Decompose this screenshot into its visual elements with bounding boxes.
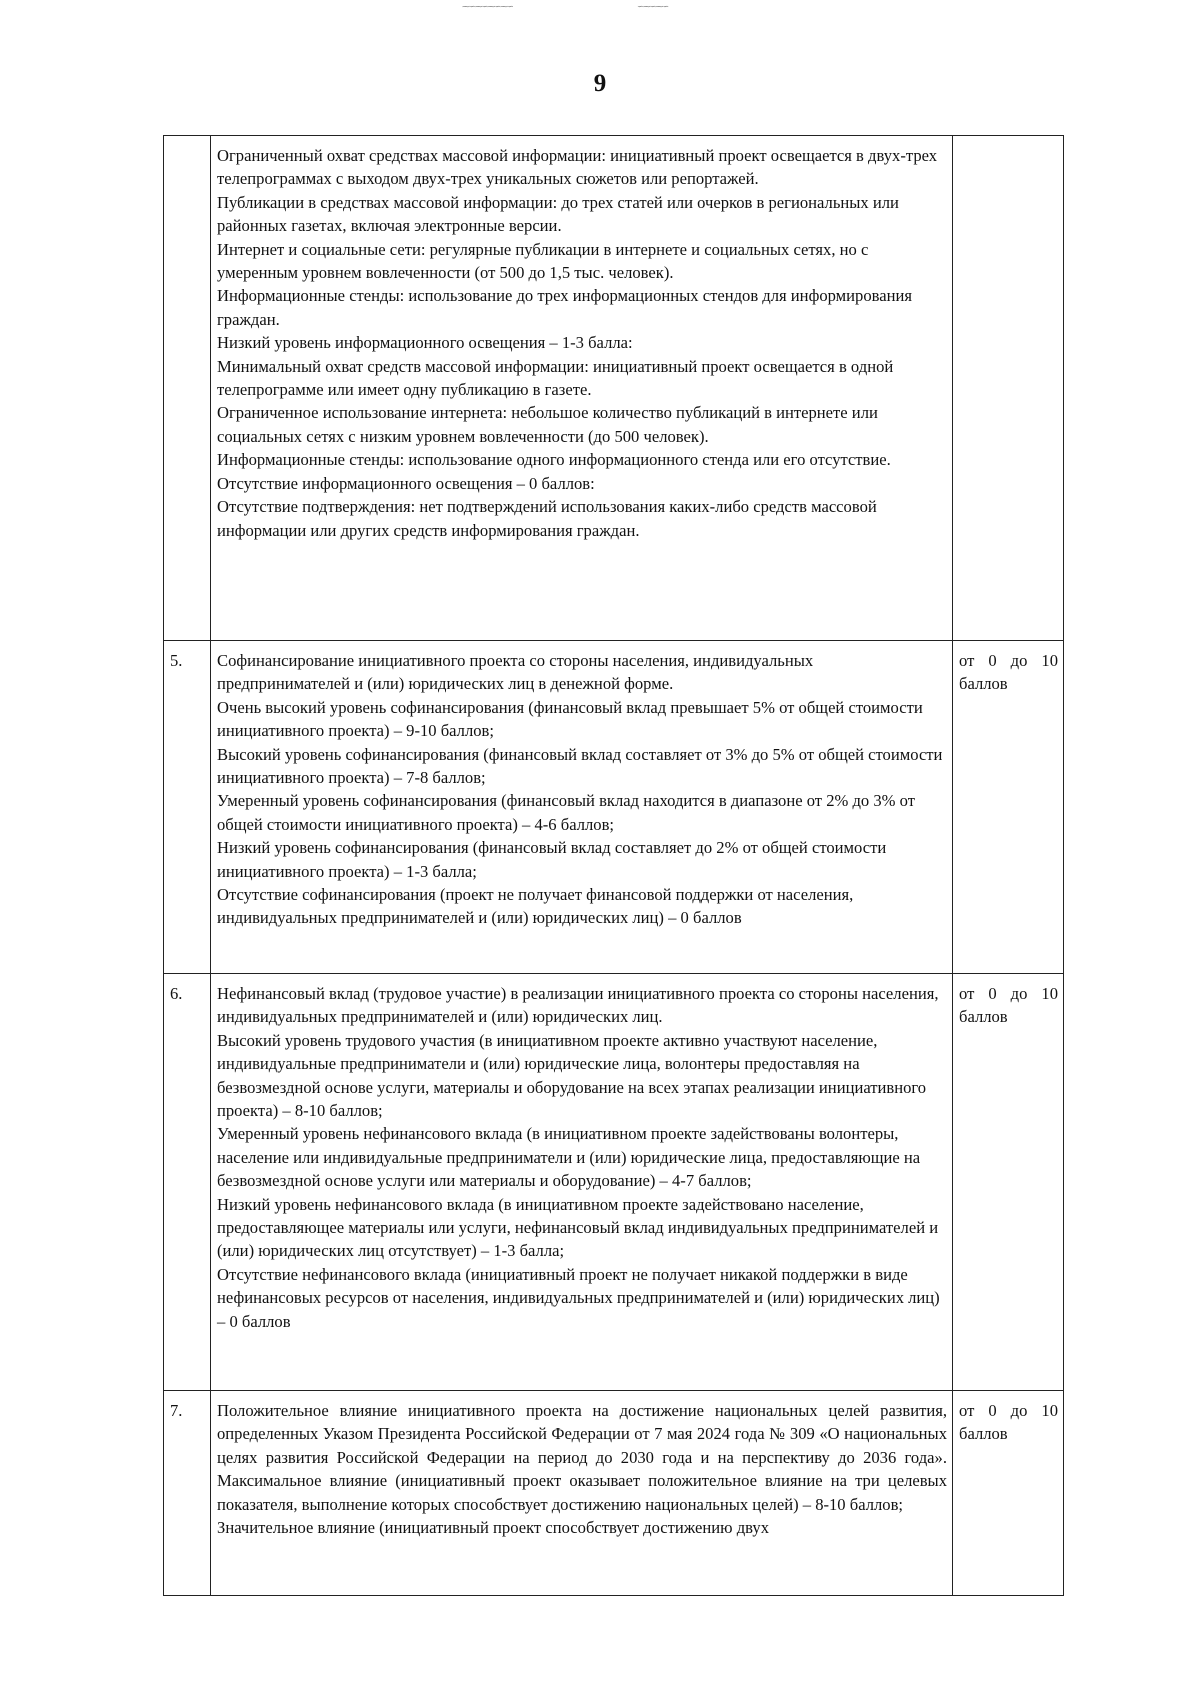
score-unit: баллов [959, 1007, 1008, 1027]
criterion-description [211, 1391, 953, 1596]
page-number: 9 [593, 70, 607, 97]
description-paragraph: Отсутствие софинансирования (проект не получает финансовой поддержки от населения, индивидуальных предпринимателей и (или) юридических лиц) – 0 баллов [217, 885, 854, 928]
criterion-description [211, 136, 953, 641]
description-paragraph: Низкий уровень нефинансового вклада (в инициативном проекте задействовано население, предоставляющее материалы или услуги, нефинансовый вклад индивидуальных предпринимателей и (или) юридических лиц отсутствует) – 1-3 балла; [217, 1194, 939, 1261]
table-row [164, 1391, 1064, 1596]
description-paragraph: Низкий уровень информационного освещения – 1-3 балла: [217, 333, 633, 353]
score-range-line [959, 649, 1058, 672]
description-paragraph: Умеренный уровень софинансирования (финансовый вклад находится в диапазоне от 2% до 3% от общей стоимости инициативного проекта) – 4-6 баллов; [217, 791, 915, 834]
description-paragraph: Высокий уровень трудового участия (в инициативном проекте активно участвуют население, индивидуальные предприниматели и (или) юридические лица, волонтеры предоставляя на безвозмездной основе услуги, материалы и оборудование на всех этапах реализации инициативного проекта) – 8-10 баллов; [217, 1030, 927, 1121]
score-min: 0 [988, 651, 997, 670]
score-word: от [959, 984, 975, 1003]
description-paragraph: Отсутствие информационного освещения – 0 баллов: [217, 473, 595, 493]
score-range-line [959, 982, 1058, 1005]
score-range-line [959, 1399, 1058, 1422]
table-row [164, 641, 1064, 974]
description-paragraph: Информационные стенды: использование одного информационного стенда или его отсутствие. [217, 450, 891, 470]
description-paragraph: Низкий уровень софинансирования (финансовый вклад составляет до 2% от общей стоимости инициативного проекта) – 1-3 балла; [217, 838, 887, 881]
description-paragraph: Отсутствие подтверждения: нет подтверждений использования каких-либо средств массовой информации или других средств информирования граждан. [217, 497, 877, 540]
description-paragraph: Положительное влияние инициативного проекта на достижение национальных целей развития, определенных Указом Президента Российской Федерации от 7 мая 2024 года № 309 «О национальных целях развития Российской Федерации на период до 2030 года и на перспективу до 2036 года». Максимальное влияние (инициативный проект оказывает положительное влияние на три целевых показателя, выполнение которых способствует достижению национальных целей) – 8-10 баллов; [217, 1401, 947, 1514]
score-range [953, 136, 1064, 641]
score-max: 10 [1041, 651, 1058, 670]
description-paragraph: Публикации в средствах массовой информации: до трех статей или очерков в региональных или районных газетах, включая электронные версии. [217, 192, 899, 236]
score-range [953, 1391, 1064, 1596]
row-number: 5. [164, 641, 211, 974]
table-row [164, 974, 1064, 1391]
table-row [164, 136, 1064, 641]
score-unit: баллов [959, 674, 1008, 694]
description-paragraph: Очень высокий уровень софинансирования (финансовый вклад превышает 5% от общей стоимости инициативного проекта) – 9-10 баллов; [217, 697, 923, 741]
criterion-description [211, 641, 953, 974]
row-number [164, 136, 211, 641]
score-word: от [959, 1401, 975, 1420]
score-word: до [1010, 1401, 1028, 1420]
score-max: 10 [1041, 1401, 1058, 1420]
score-min: 0 [988, 984, 997, 1003]
scan-artifact: ∽⁓∽⁓∽ [637, 2, 669, 11]
score-max: 10 [1041, 984, 1058, 1003]
score-word: до [1010, 651, 1028, 670]
description-paragraph: Интернет и социальные сети: регулярные публикации в интернете и социальных сетях, но с умеренным уровнем вовлеченности (от 500 до 1,5 тыс. человек). [217, 239, 869, 283]
description-paragraph: Информационные стенды: использование до трех информационных стендов для информирования граждан. [217, 286, 913, 329]
description-paragraph: Умеренный уровень нефинансового вклада (в инициативном проекте задействованы волонтеры, население или индивидуальные предприниматели и (или) юридические лица, предоставляющие на безвозмездной основе услуги или материалы и оборудование) – 4-7 баллов; [217, 1124, 921, 1191]
score-range [953, 974, 1064, 1391]
description-paragraph: Ограниченное использование интернета: небольшое количество публикаций в интернете или социальных сетях с низким уровнем вовлеченности (до 500 человек). [217, 403, 878, 446]
description-paragraph: Высокий уровень софинансирования (финансовый вклад составляет от 3% до 5% от общей стоимости инициативного проекта) – 7-8 баллов; [217, 744, 943, 788]
description-paragraph: Ограниченный охват средствах массовой информации: инициативный проект освещается в двух-трех телепрограммах с выходом двух-трех уникальных сюжетов или репортажей. [217, 146, 938, 189]
criteria-table [163, 135, 1064, 1596]
row-number: 6. [164, 974, 211, 1391]
score-min: 0 [988, 1401, 997, 1420]
description-paragraph: Значительное влияние (инициативный проект способствует достижению двух [217, 1518, 769, 1538]
score-word: до [1010, 984, 1028, 1003]
score-word: от [959, 651, 975, 670]
description-paragraph: Софинансирование инициативного проекта со стороны населения, индивидуальных предпринимателей и (или) юридических лиц в денежной форме. [217, 651, 814, 694]
description-paragraph: Минимальный охват средств массовой информации: инициативный проект освещается в одной телепрограмме или имеет одну публикацию в газете. [217, 356, 894, 400]
description-paragraph: Нефинансовый вклад (трудовое участие) в реализации инициативного проекта со стороны населения, индивидуальных предпринимателей и (или) юридических лиц. [217, 984, 939, 1027]
row-number: 7. [164, 1391, 211, 1596]
scan-artifact: ⁓∽⁓∽⁓∽⁓∽ [462, 2, 513, 11]
score-unit: баллов [959, 1424, 1008, 1444]
criterion-description [211, 974, 953, 1391]
score-range [953, 641, 1064, 974]
description-paragraph: Отсутствие нефинансового вклада (инициативный проект не получает никакой поддержки в виде нефинансовых ресурсов от населения, индивидуальных предпринимателей и (или) юридических лиц) – 0 баллов [217, 1264, 940, 1331]
